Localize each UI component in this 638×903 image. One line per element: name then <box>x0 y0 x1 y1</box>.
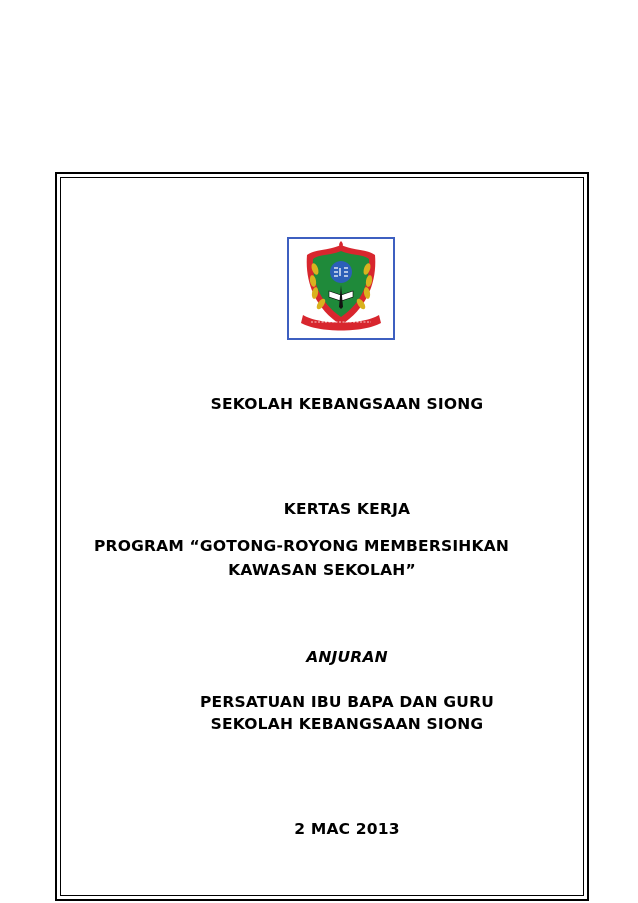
school-logo <box>287 237 395 340</box>
document-type: KERTAS KERJA <box>283 500 411 518</box>
school-crest-icon <box>289 239 393 338</box>
event-date: 2 MAC 2013 <box>294 820 400 838</box>
program-title-line-1: PROGRAM “GOTONG-ROYONG MEMBERSIHKAN <box>94 537 510 555</box>
program-title-line-2: KAWASAN SEKOLAH” <box>228 561 416 579</box>
organiser-name-line-1: PERSATUAN IBU BAPA DAN GURU <box>199 693 495 711</box>
organiser-label: ANJURAN <box>306 648 388 666</box>
organiser-name-line-2: SEKOLAH KEBANGSAAN SIONG <box>210 715 484 733</box>
school-name: SEKOLAH KEBANGSAAN SIONG <box>210 395 484 413</box>
